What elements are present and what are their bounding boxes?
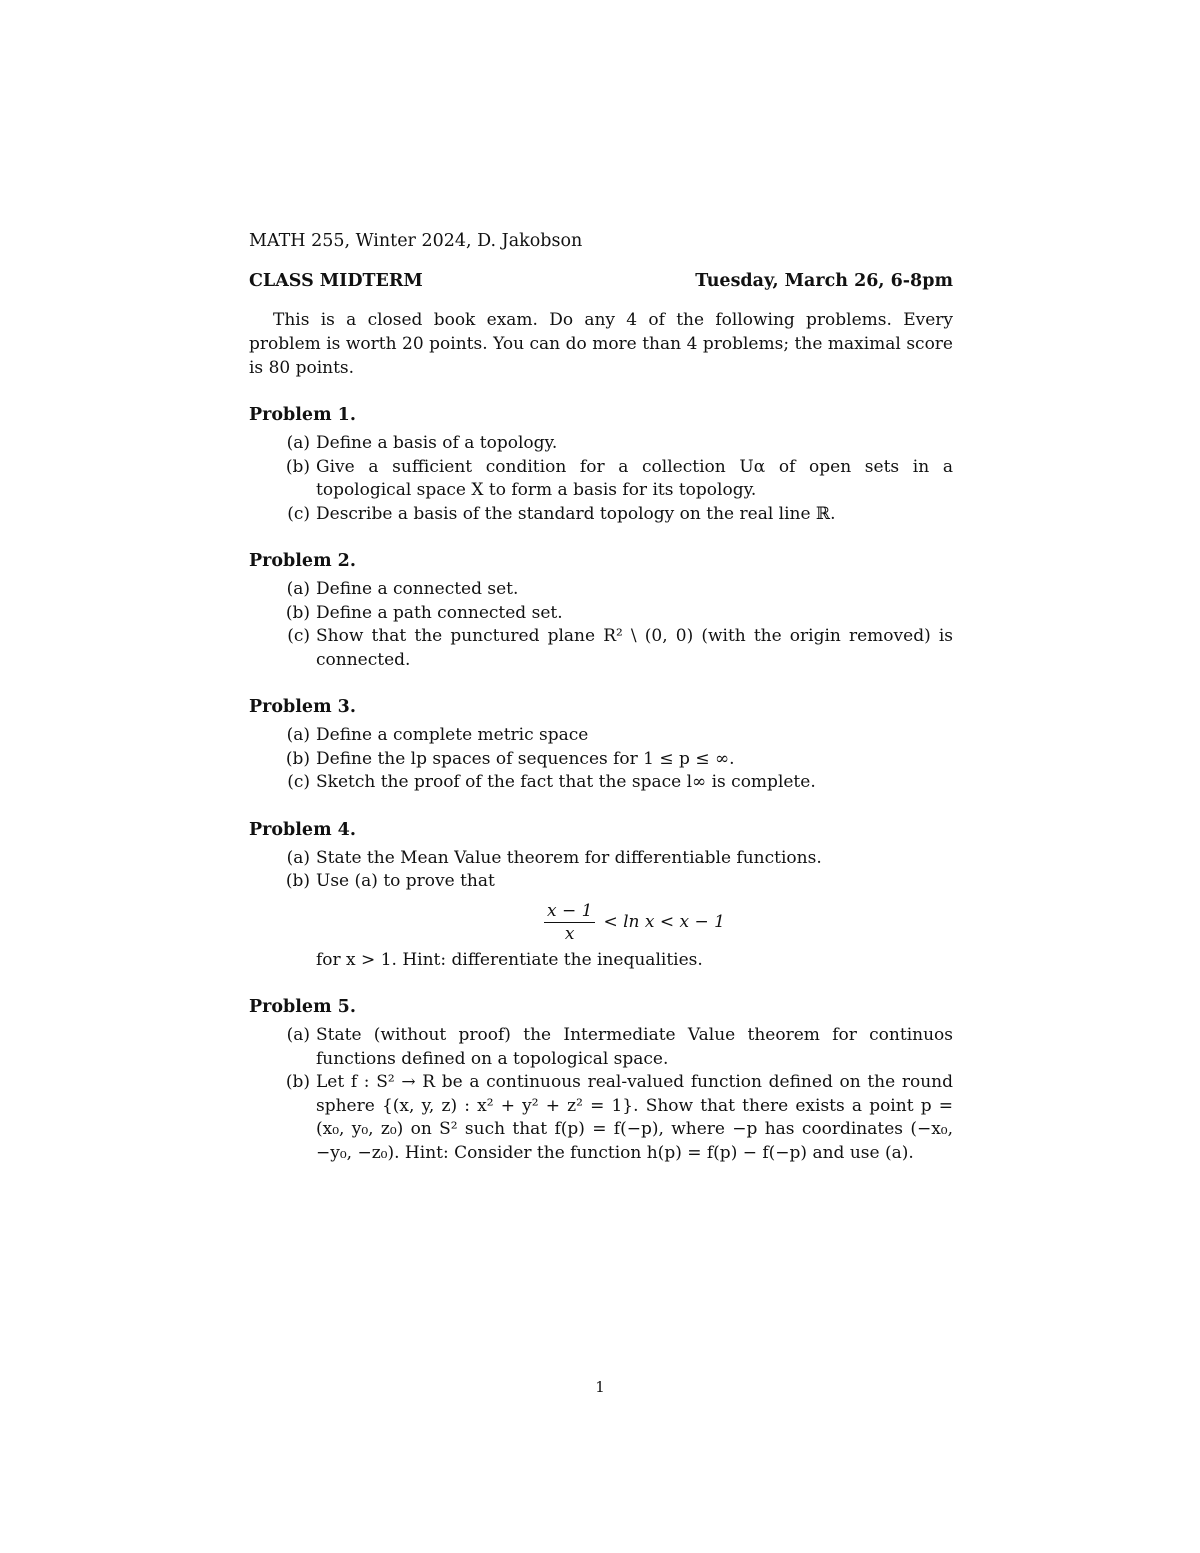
exam-title: CLASS MIDTERM bbox=[249, 271, 423, 291]
fraction-denominator: x bbox=[564, 923, 575, 944]
item-marker: (b) bbox=[285, 871, 310, 891]
problem-item bbox=[249, 724, 953, 748]
item-marker: (c) bbox=[287, 626, 310, 646]
problem-title: Problem 5. bbox=[249, 997, 356, 1017]
problem-item bbox=[249, 771, 953, 795]
item-text: Sketch the proof of the fact that the space l∞ is complete. bbox=[316, 772, 816, 792]
item-marker: (a) bbox=[286, 725, 310, 745]
item-text: Give a sufficient condition for a collection Uα of open sets in a topological space X to form a basis for its topology. bbox=[316, 456, 953, 500]
problem-item bbox=[249, 1071, 953, 1165]
item-marker: (a) bbox=[286, 1025, 310, 1045]
item-marker: (a) bbox=[286, 433, 310, 453]
problem-title: Problem 4. bbox=[249, 819, 356, 840]
problem-item bbox=[249, 1024, 953, 1071]
item-marker: (c) bbox=[287, 503, 310, 524]
item-text: State (without proof) the Intermediate Value theorem for continuos functions defined on a topological space. bbox=[316, 1025, 953, 1069]
item-marker: (c) bbox=[287, 772, 310, 792]
problem-4 bbox=[249, 817, 953, 973]
problem-title: Problem 3. bbox=[249, 697, 356, 717]
problem-item bbox=[249, 748, 953, 772]
inequality-formula bbox=[249, 900, 953, 945]
problem-items bbox=[249, 578, 953, 672]
problem-items bbox=[249, 1024, 953, 1165]
fraction-numerator: x − 1 bbox=[544, 900, 595, 923]
item-text: Define a path connected set. bbox=[316, 602, 563, 623]
fraction bbox=[544, 900, 595, 945]
instructions: This is a closed book exam. Do any 4 of the following problems. Every problem is worth 20 points. You can do more than 4 problems; the maximal score is 80 points. bbox=[249, 310, 953, 378]
problem-1 bbox=[249, 402, 953, 526]
formula-followup: for x > 1. Hint: differentiate the inequalities. bbox=[316, 949, 703, 970]
formula-rest: < ln x < x − 1 bbox=[603, 912, 725, 932]
item-text: State the Mean Value theorem for differentiable functions. bbox=[316, 847, 822, 868]
item-marker: (b) bbox=[285, 456, 310, 477]
problem-item bbox=[249, 578, 953, 602]
course-line: MATH 255, Winter 2024, D. Jakobson bbox=[249, 231, 583, 251]
item-text: Define a complete metric space bbox=[316, 725, 589, 745]
page-number: 1 bbox=[595, 1378, 605, 1396]
item-text: Let f : S² → R be a continuous real-valued function defined on the round sphere {(x, y, z) : x² + y² + z² = 1}. Show that there exists a point p = (x₀, y₀, z₀) on S² such that f(p) = f(−p), where −p has coordinates (−x₀, −y₀, −z₀). Hint: Consider the function h(p) = f(p) − f(−p) and use (a). bbox=[316, 1072, 953, 1163]
item-text: Define a connected set. bbox=[316, 579, 519, 599]
problem-items bbox=[249, 724, 953, 795]
exam-date: Tuesday, March 26, 6-8pm bbox=[695, 271, 953, 291]
item-text: Define a basis of a topology. bbox=[316, 433, 558, 453]
problem-2 bbox=[249, 548, 953, 672]
item-text: Describe a basis of the standard topology on the real line ℝ. bbox=[316, 503, 836, 524]
item-marker: (a) bbox=[286, 847, 310, 868]
item-marker: (b) bbox=[285, 602, 310, 623]
problem-item bbox=[249, 847, 953, 871]
item-text: Define the lp spaces of sequences for 1 ≤ p ≤ ∞. bbox=[316, 748, 735, 769]
problem-items bbox=[249, 847, 953, 894]
problem-item bbox=[249, 456, 953, 503]
item-text: Use (a) to prove that bbox=[316, 871, 495, 891]
item-marker: (a) bbox=[286, 579, 310, 599]
problem-item bbox=[249, 870, 953, 894]
problem-item bbox=[249, 602, 953, 626]
problem-item bbox=[249, 503, 953, 527]
title-row bbox=[249, 268, 953, 294]
problem-title: Problem 1. bbox=[249, 405, 356, 425]
problem-item bbox=[249, 432, 953, 456]
item-marker: (b) bbox=[285, 748, 310, 769]
item-marker: (b) bbox=[285, 1072, 310, 1092]
problem-3 bbox=[249, 694, 953, 795]
problem-items bbox=[249, 432, 953, 526]
problem-item bbox=[249, 625, 953, 672]
exam-page bbox=[249, 228, 953, 1165]
problem-5 bbox=[249, 994, 953, 1165]
problem-title: Problem 2. bbox=[249, 551, 356, 571]
item-text: Show that the punctured plane R² \ (0, 0) (with the origin removed) is connected. bbox=[316, 626, 953, 670]
